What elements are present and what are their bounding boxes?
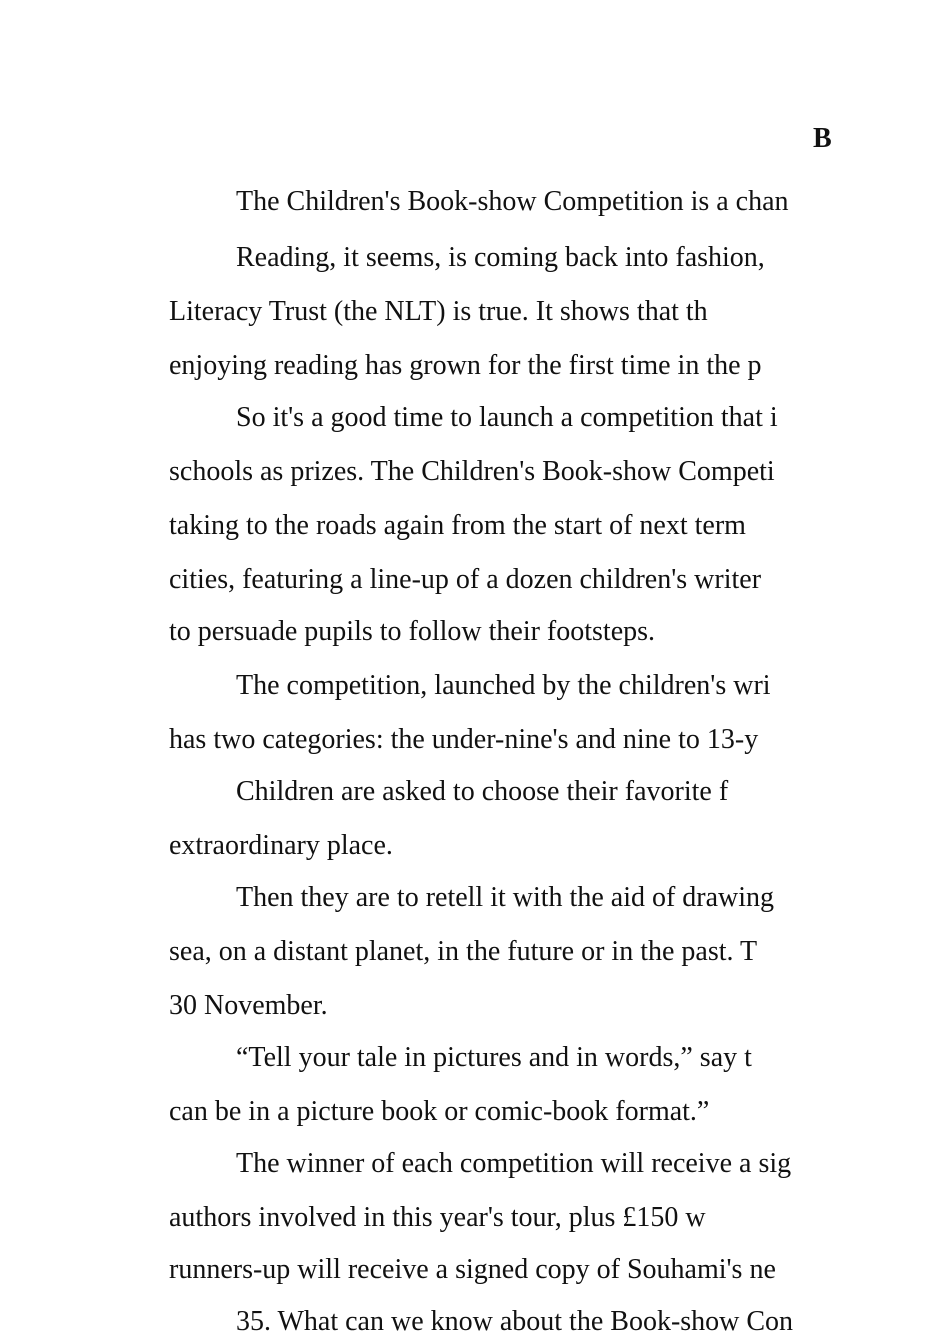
text-line: The Children's Book-show Competition is a chan [236, 186, 789, 217]
text-line: The competition, launched by the children's wri [236, 670, 771, 701]
text-line: to persuade pupils to follow their footsteps. [169, 616, 656, 647]
text-line: Reading, it seems, is coming back into fashion, [236, 242, 765, 273]
text-line: So it's a good time to launch a competition that i [236, 402, 778, 433]
text-line: has two categories: the under-nine's and nine to 13-y [169, 724, 759, 755]
text-line: extraordinary place. [169, 830, 393, 861]
text-line: cities, featuring a line-up of a dozen children's writer [169, 564, 762, 595]
text-line: “Tell your tale in pictures and in words,” say t [236, 1042, 752, 1073]
text-line: 30 November. [169, 990, 328, 1021]
text-line: The winner of each competition will receive a sig [236, 1148, 792, 1179]
section-label: B [813, 123, 832, 154]
text-line: taking to the roads again from the start of next term [169, 510, 746, 541]
text-line: Then they are to retell it with the aid of drawing [236, 882, 775, 913]
question-line: 35. What can we know about the Book-show Con [236, 1306, 794, 1337]
text-line: Children are asked to choose their favorite f [236, 776, 729, 807]
text-line: enjoying reading has grown for the first time in the p [169, 350, 762, 381]
text-line: schools as prizes. The Children's Book-show Competi [169, 456, 775, 487]
text-line: authors involved in this year's tour, plus £150 w [169, 1202, 706, 1233]
text-line: can be in a picture book or comic-book format.” [169, 1096, 710, 1127]
text-line: Literacy Trust (the NLT) is true. It shows that th [169, 296, 708, 327]
text-line: runners-up will receive a signed copy of Souhami's ne [169, 1254, 776, 1285]
text-line: sea, on a distant planet, in the future or in the past. T [169, 936, 758, 967]
